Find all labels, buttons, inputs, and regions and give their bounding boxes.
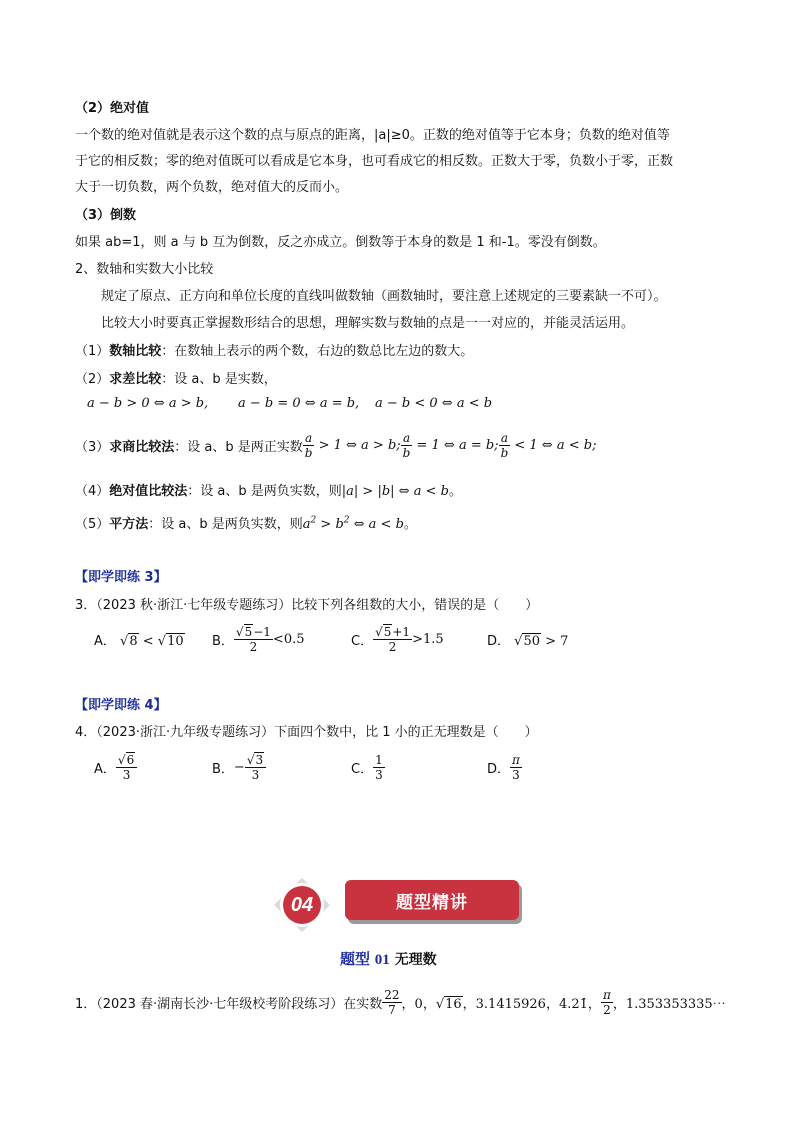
- fraction-a-over-b: $\frac{a}{b}$: [304, 430, 313, 460]
- method-text: ：设 a、b 是实数，: [161, 372, 277, 387]
- period: 。: [448, 484, 462, 499]
- option-c[interactable]: [351, 750, 385, 784]
- question-type-name: 无理数: [394, 952, 437, 968]
- practice-tag: 【即学即练 3】: [75, 570, 167, 585]
- section-number-badge: [272, 876, 332, 934]
- method-1: [75, 340, 473, 359]
- question-type-heading: [340, 948, 437, 969]
- option-b[interactable]: [212, 622, 305, 656]
- number-list-tail: ，1.353353335⋯: [612, 996, 726, 1012]
- practice-question: 3．（2023 秋·浙江·七年级专题练习）比较下列各组数的大小，错误的是（ ）: [75, 598, 539, 613]
- option-expression: √50 > 7: [514, 634, 569, 649]
- fraction-22-over-7: $\frac{22}{7}$: [384, 987, 400, 1017]
- formula-quotient-less: < 1 ⇔ a < b;: [510, 437, 597, 453]
- option-letter: D．: [487, 634, 511, 649]
- method-label: 求差比较: [109, 372, 162, 387]
- method-number: （4）: [75, 484, 110, 499]
- fraction-pi-over-2: $\frac{\pi}{2}$: [602, 987, 611, 1017]
- fraction-pi-over-3: $\frac{\pi}{3}$: [512, 752, 520, 782]
- formula-absolute-compare: |a| > |b| ⇔ a < b: [341, 484, 449, 499]
- section-title: 题型精讲: [396, 892, 468, 913]
- method-text: ：在数轴上表示的两个数，右边的数总比左边的数大。: [161, 344, 474, 359]
- method-label: 平方法: [109, 517, 149, 532]
- method-number: （2）: [75, 372, 110, 387]
- fraction-sqrt6-over-3: $\frac{√6}{3}$: [116, 753, 137, 782]
- formula-difference-negative: a − b < 0 ⇔ a < b: [375, 396, 493, 411]
- fraction: $\frac{√5-1}{2}$: [235, 624, 271, 654]
- practice-tag: 【即学即练 4】: [75, 698, 167, 713]
- paragraph-line: 于它的相反数；零的绝对值既可以看成是它本身，也可看成它的相反数。正数大于零，负数小于零，正数: [75, 154, 674, 169]
- paragraph-line: 大于一切负数，两个负数，绝对值大的反而小。: [75, 180, 349, 195]
- method-3: [75, 428, 596, 462]
- option-expression: <0.5: [272, 631, 305, 647]
- formula-quotient-greater: > 1 ⇔ a > b;: [314, 437, 401, 453]
- formula-difference-zero: a − b = 0 ⇔ a = b,: [238, 396, 360, 411]
- method-label: 求商比较法: [109, 439, 175, 455]
- method-5: [75, 513, 417, 532]
- section-number: 04: [290, 893, 314, 916]
- formula-quotient-equal: = 1 ⇔ a = b;: [412, 437, 499, 453]
- option-expression: √8 < √10: [120, 634, 184, 649]
- question-text: 1．（2023 春·湖南长沙·七年级校考阶段练习）在实数: [75, 996, 383, 1012]
- method-label: 数轴比较: [109, 344, 162, 359]
- option-letter: B．: [212, 761, 234, 777]
- option-letter: D．: [487, 761, 511, 777]
- paragraph-line: 一个数的绝对值就是表示这个数的点与原点的距离，|a|≥0。正数的绝对值等于它本身；负数的绝对值等: [75, 128, 670, 143]
- fraction-a-over-b: $\frac{a}{b}$: [500, 430, 509, 460]
- method-number: （1）: [75, 344, 110, 359]
- method-number: （5）: [75, 517, 110, 532]
- option-letter: C．: [351, 633, 374, 649]
- method-number: （3）: [75, 439, 110, 455]
- method-label: 绝对值比较法: [109, 484, 188, 499]
- number-list: ，0，√16，3.1415926，4.21̇，: [401, 996, 601, 1012]
- option-letter: B．: [212, 633, 234, 649]
- option-letter: A．: [94, 634, 116, 649]
- paragraph-line: 比较大小时要真正掌握数形结合的思想，理解实数与数轴的点是一一对应的，并能灵活运用。: [101, 316, 635, 331]
- method-text: ：设 a、b 是两正实数: [174, 439, 303, 455]
- option-b[interactable]: [212, 750, 266, 784]
- method-text: ：设 a、b 是两负实数，则: [187, 484, 342, 499]
- method-4: [75, 480, 462, 499]
- paragraph-line: 规定了原点、正方向和单位长度的直线叫做数轴（画数轴时，要注意上述规定的三要素缺一不可）。: [101, 289, 667, 304]
- paragraph-line: 如果 ab=1，则 a 与 b 互为倒数，反之亦成立。倒数等于本身的数是 1 和-1。零没有倒数。: [75, 235, 606, 250]
- method-2: [75, 368, 277, 387]
- heading-reciprocal: （3）倒数: [75, 208, 137, 223]
- option-d[interactable]: [487, 750, 522, 784]
- method-text: ：设 a、b 是两负实数，则: [148, 517, 303, 532]
- practice-question: 4．（2023·浙江·九年级专题练习）下面四个数中，比 1 小的正无理数是（ ）: [75, 725, 538, 740]
- option-c[interactable]: [351, 622, 444, 656]
- fraction-1-over-3: $\frac{1}{3}$: [375, 752, 383, 782]
- heading-number-axis-compare: 2、数轴和实数大小比较: [75, 262, 214, 277]
- option-expression: >1.5: [412, 631, 444, 647]
- option-d[interactable]: [487, 630, 568, 649]
- minus-sign: −: [233, 759, 245, 775]
- option-a[interactable]: [94, 630, 185, 649]
- fraction-sqrt3-over-3: $\frac{√3}{3}$: [245, 753, 266, 782]
- fraction: $\frac{√5+1}{2}$: [375, 624, 411, 654]
- section-title-banner: [345, 880, 519, 920]
- option-letter: A．: [94, 761, 116, 777]
- formula-difference-positive: a − b > 0 ⇔ a > b,: [87, 396, 209, 411]
- question-1: [75, 984, 726, 1020]
- heading-absolute-value: （2）绝对值: [75, 101, 150, 116]
- question-type-number: 01: [374, 952, 390, 968]
- period: 。: [403, 517, 417, 532]
- option-letter: C．: [351, 761, 374, 777]
- fraction-a-over-b: $\frac{a}{b}$: [402, 430, 411, 460]
- option-a[interactable]: [94, 750, 137, 784]
- question-type-prefix: 题型: [340, 950, 371, 968]
- formula-square-compare: $a^2 > b^2$ ⇔ a < b: [302, 515, 404, 532]
